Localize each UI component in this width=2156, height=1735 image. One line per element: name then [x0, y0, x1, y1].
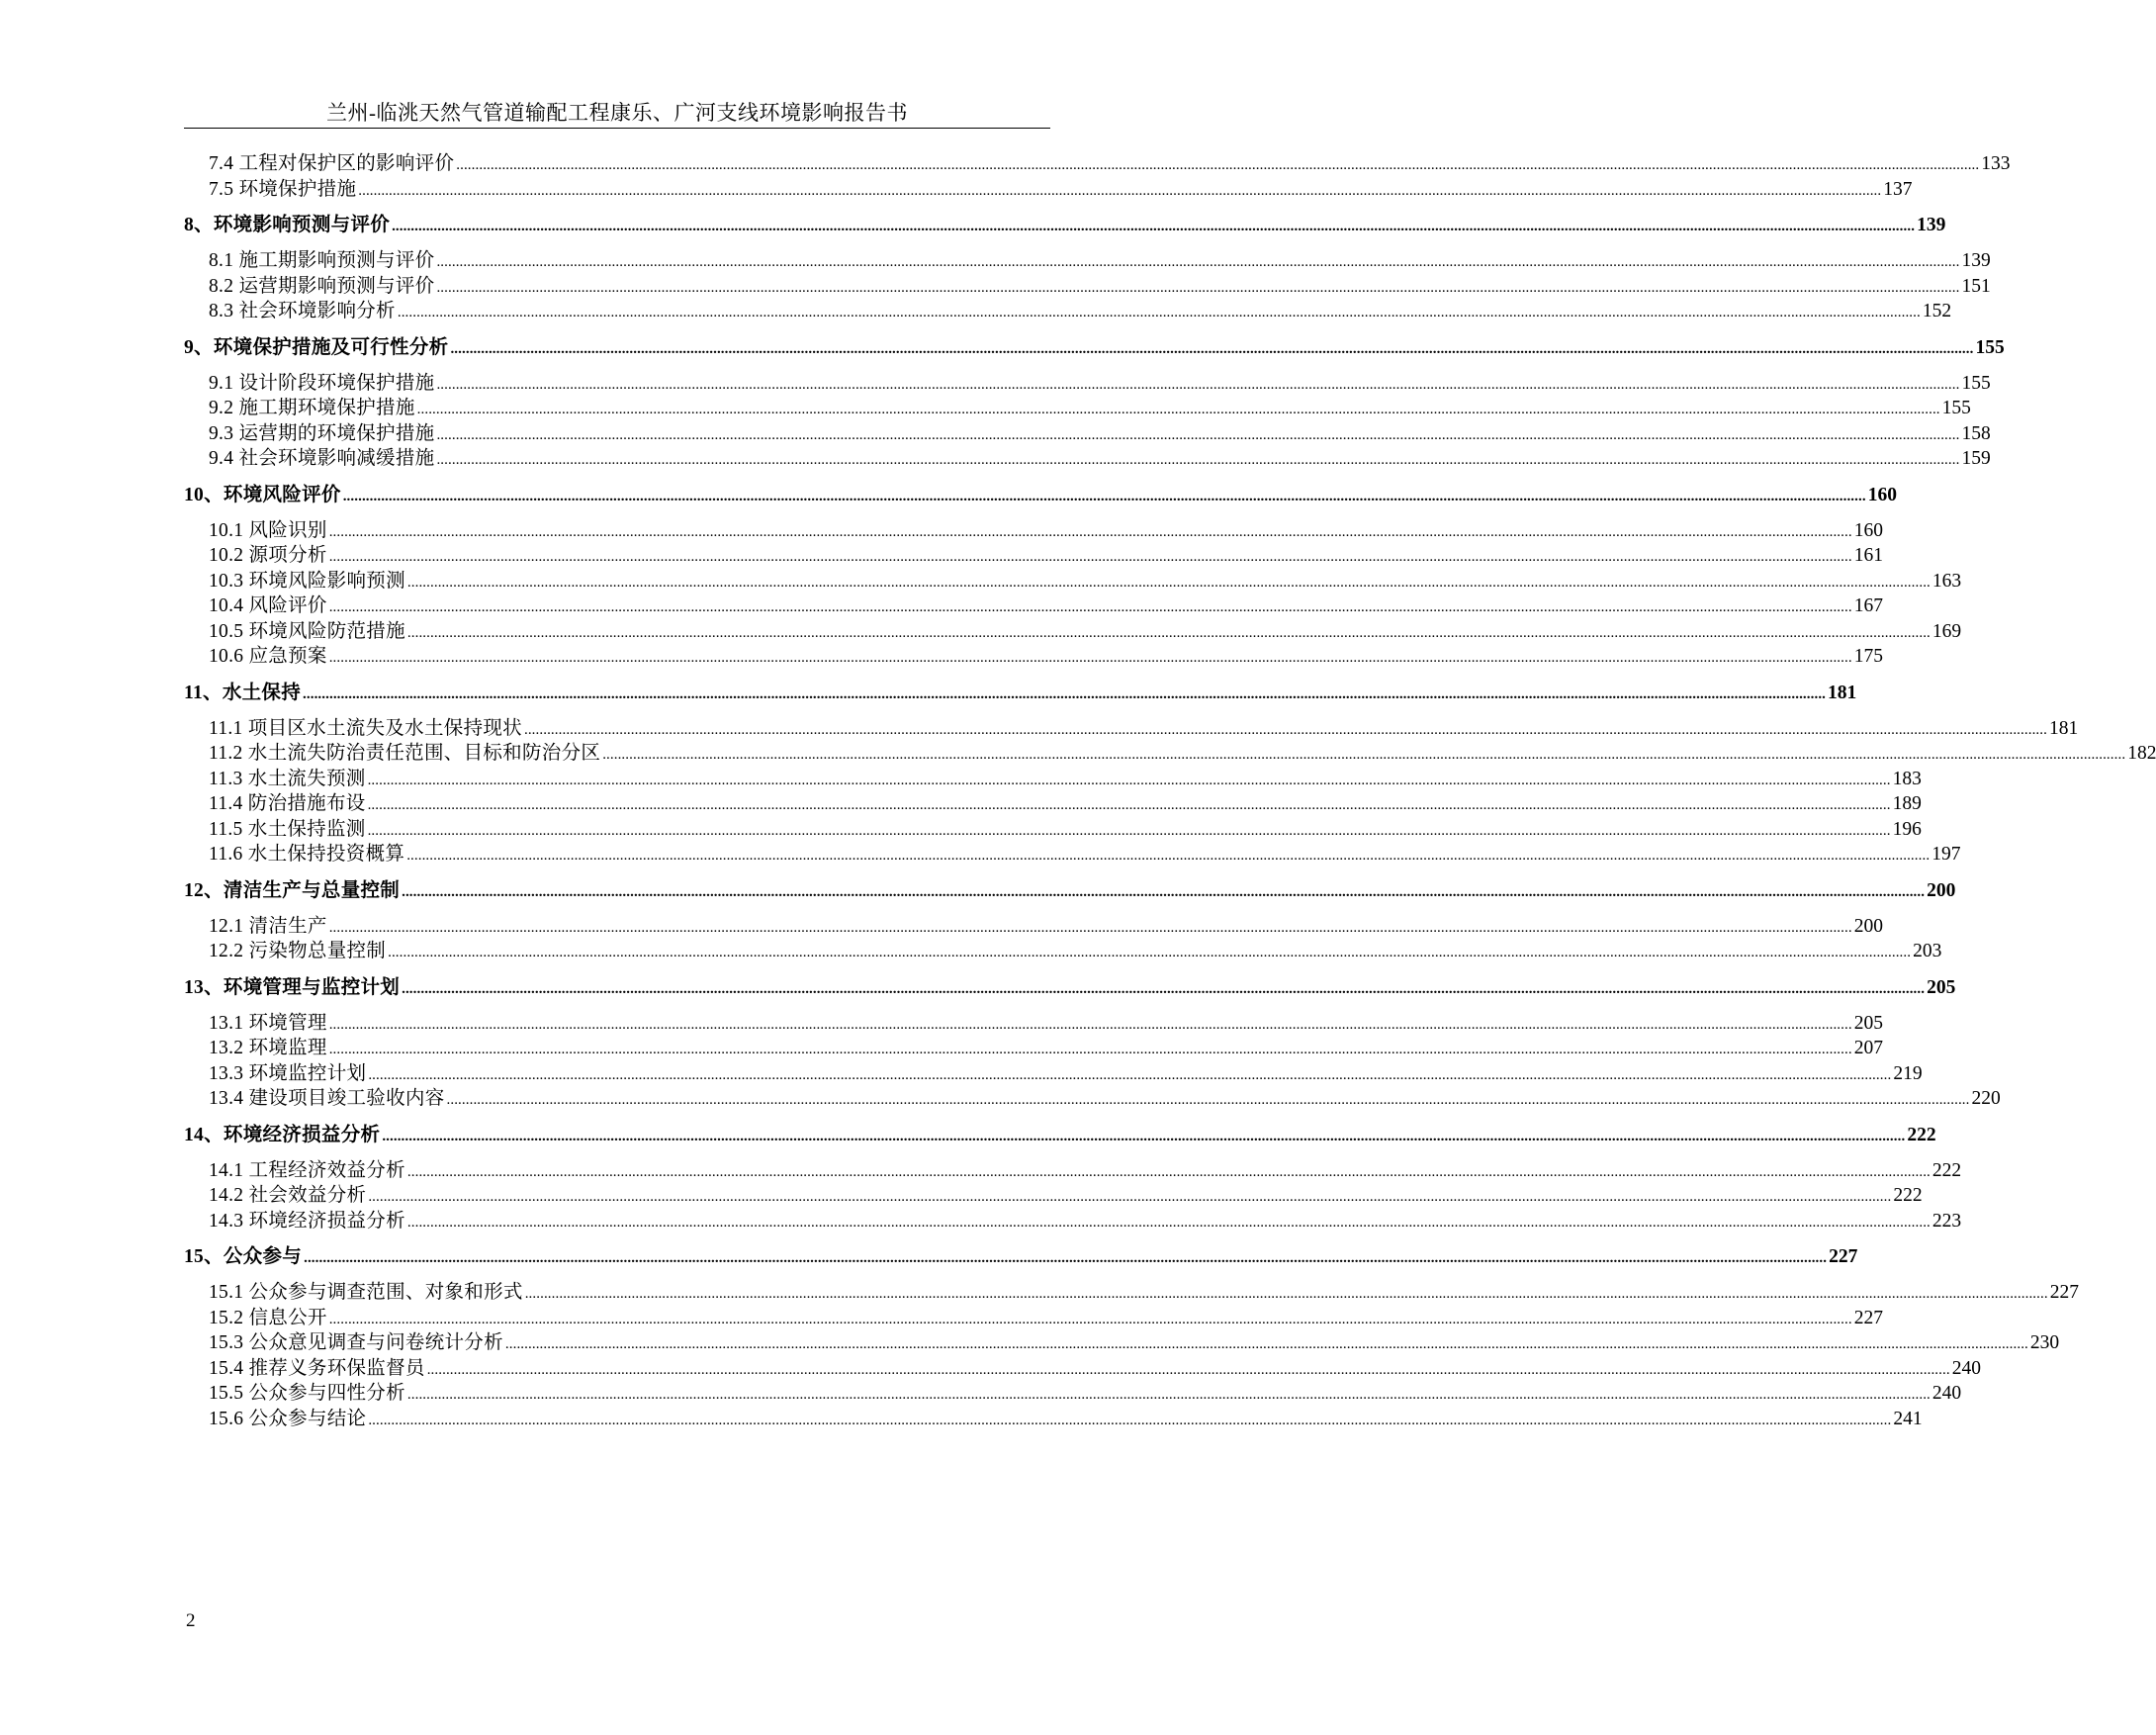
dot-leader: ................................................................................................................................................................................................................................................................................................................................................................................................................ [328, 599, 1852, 615]
toc-chapter-entry[interactable] [184, 1121, 1936, 1146]
toc-chapter-entry[interactable] [184, 481, 1897, 506]
toc-entry-title: 9.4 社会环境影响减缓措施 [209, 448, 435, 469]
dot-leader: ................................................................................................................................................................................................................................................................................................................................................................................................................ [388, 945, 1912, 960]
toc-entry-page-number: 155 [1975, 336, 2005, 358]
toc-entry-title: 10.1 风险识别 [209, 519, 327, 541]
toc-entry-page-number: 222 [1907, 1124, 1936, 1145]
dot-leader: ................................................................................................................................................................................................................................................................................................................................................................................................................ [406, 1214, 1931, 1231]
page-number: 2 [186, 1610, 196, 1631]
dot-leader: ................................................................................................................................................................................................................................................................................................................................................................................................................ [416, 402, 1940, 417]
toc-entry-title: 8.1 施工期影响预测与评价 [209, 250, 435, 271]
toc-entry-title: 13.2 环境监理 [209, 1038, 327, 1058]
toc-section-entry[interactable] [209, 937, 1942, 962]
toc-entry-title: 8.2 运营期影响预测与评价 [209, 275, 435, 297]
dot-leader: ................................................................................................................................................................................................................................................................................................................................................................................................................ [328, 549, 1852, 565]
toc-section-entry[interactable] [209, 642, 1883, 668]
dot-leader: ................................................................................................................................................................................................................................................................................................................................................................................................................ [523, 721, 2047, 738]
toc-section-entry[interactable] [209, 369, 1991, 395]
toc-entry-title: 14.1 工程经济效益分析 [209, 1159, 405, 1181]
toc-entry-title: 10、环境风险评价 [184, 484, 341, 505]
toc-entry-title: 7.4 工程对保护区的影响评价 [209, 153, 455, 174]
dot-leader: ................................................................................................................................................................................................................................................................................................................................................................................................................ [446, 1092, 1970, 1108]
toc-entry-page-number: 207 [1853, 1038, 1883, 1058]
toc-section-entry[interactable] [209, 1009, 1883, 1035]
dot-leader: ................................................................................................................................................................................................................................................................................................................................................................................................................ [328, 523, 1852, 540]
toc-section-entry[interactable] [209, 1156, 1962, 1182]
toc-entry-page-number: 183 [1892, 768, 1922, 789]
toc-section-entry[interactable] [209, 1207, 1962, 1233]
toc-chapter-entry[interactable] [184, 211, 1946, 236]
dot-leader: ................................................................................................................................................................................................................................................................................................................................................................................................................ [406, 1387, 1931, 1403]
header-rule [184, 128, 1050, 129]
dot-leader: ................................................................................................................................................................................................................................................................................................................................................................................................................ [524, 1286, 2048, 1302]
toc-entry-title: 9.2 施工期环境保护措施 [209, 398, 415, 418]
dot-leader: ................................................................................................................................................................................................................................................................................................................................................................................................................ [456, 157, 1980, 173]
dot-leader: ................................................................................................................................................................................................................................................................................................................................................................................................................ [436, 426, 1960, 443]
toc-entry-title: 13.4 建设项目竣工验收内容 [209, 1088, 445, 1109]
toc-entry-title: 9、环境保护措施及可行性分析 [184, 336, 449, 358]
toc-section-entry[interactable] [209, 912, 1883, 938]
toc-entry-page-number: 205 [1853, 1012, 1883, 1034]
toc-entry-title: 15、公众参与 [184, 1246, 303, 1267]
dot-leader: ................................................................................................................................................................................................................................................................................................................................................................................................................ [368, 1189, 1892, 1205]
toc-section-entry[interactable] [209, 394, 1971, 419]
toc-section-entry[interactable] [209, 516, 1883, 542]
toc-entry-page-number: 240 [1951, 1357, 1981, 1379]
toc-entry-title: 15.6 公众参与结论 [209, 1408, 367, 1429]
toc-entry-page-number: 163 [1931, 570, 1962, 592]
toc-section-entry[interactable] [209, 789, 1922, 815]
dot-leader: ................................................................................................................................................................................................................................................................................................................................................................................................................ [367, 822, 1891, 839]
toc-entry-page-number: 160 [1867, 484, 1897, 505]
toc-entry-page-number: 227 [1829, 1246, 1858, 1267]
toc-entry-page-number: 155 [1941, 398, 1971, 418]
toc-entry-title: 13.1 环境管理 [209, 1012, 327, 1034]
toc-entry-title: 11.1 项目区水土流失及水土保持现状 [209, 717, 522, 739]
toc-entry-title: 12.2 污染物总量控制 [209, 941, 387, 961]
toc-entry-page-number: 227 [2049, 1282, 2079, 1303]
toc-entry-title: 10.4 风险评价 [209, 595, 327, 616]
toc-entry-title: 9.1 设计阶段环境保护措施 [209, 372, 435, 394]
toc-chapter-entry[interactable] [184, 876, 1956, 902]
toc-entry-title: 15.3 公众意见调查与问卷统计分析 [209, 1332, 503, 1353]
toc-chapter-entry[interactable] [184, 679, 1857, 704]
toc-entry-page-number: 152 [1922, 301, 1952, 321]
toc-entry-page-number: 181 [2048, 717, 2079, 739]
toc-entry-title: 14、环境经济损益分析 [184, 1124, 381, 1145]
toc-entry-page-number: 200 [1927, 879, 1956, 901]
toc-entry-page-number: 223 [1931, 1210, 1962, 1232]
toc-entry-title: 10.5 环境风险防范措施 [209, 620, 405, 642]
toc-entry-page-number: 197 [1931, 844, 1961, 865]
toc-section-entry[interactable] [209, 1405, 1923, 1430]
toc-section-entry[interactable] [209, 1059, 1923, 1085]
toc-entry-title: 12、清洁生产与总量控制 [184, 879, 401, 901]
toc-section-entry[interactable] [209, 419, 1991, 445]
toc-section-entry[interactable] [209, 1181, 1923, 1207]
toc-entry-title: 12.1 清洁生产 [209, 915, 327, 937]
toc-entry-title: 11.2 水土流失防治责任范围、目标和防治分区 [209, 743, 601, 764]
dot-leader: ................................................................................................................................................................................................................................................................................................................................................................................................................ [406, 624, 1931, 641]
toc-entry-title: 7.5 环境保护措施 [209, 178, 357, 200]
dot-leader: ................................................................................................................................................................................................................................................................................................................................................................................................................ [382, 1128, 1906, 1144]
toc-entry-title: 10.2 源项分析 [209, 545, 327, 566]
toc-section-entry[interactable] [209, 1379, 1962, 1405]
dot-leader: ................................................................................................................................................................................................................................................................................................................................................................................................................ [402, 980, 1926, 997]
toc-entry-title: 13、环境管理与监控计划 [184, 976, 401, 998]
toc-section-entry[interactable] [209, 444, 1991, 470]
dot-leader: ................................................................................................................................................................................................................................................................................................................................................................................................................ [406, 1163, 1931, 1180]
toc-entry-page-number: 155 [1961, 372, 1991, 394]
dot-leader: ................................................................................................................................................................................................................................................................................................................................................................................................................ [368, 1066, 1892, 1083]
toc-entry-page-number: 161 [1853, 545, 1883, 566]
toc-section-entry[interactable] [209, 739, 2156, 765]
dot-leader: ................................................................................................................................................................................................................................................................................................................................................................................................................ [358, 182, 1882, 199]
toc-section-entry[interactable] [209, 246, 1991, 272]
dot-leader: ................................................................................................................................................................................................................................................................................................................................................................................................................ [436, 254, 1960, 270]
toc-entry-page-number: 205 [1927, 976, 1956, 998]
dot-leader: ................................................................................................................................................................................................................................................................................................................................................................................................................ [328, 1311, 1852, 1327]
toc-entry-title: 14.2 社会效益分析 [209, 1185, 367, 1206]
toc-entry-title: 8.3 社会环境影响分析 [209, 301, 396, 321]
dot-leader: ................................................................................................................................................................................................................................................................................................................................................................................................................ [450, 340, 1974, 357]
dot-leader: ................................................................................................................................................................................................................................................................................................................................................................................................................ [402, 883, 1926, 900]
dot-leader: ................................................................................................................................................................................................................................................................................................................................................................................................................ [328, 1042, 1852, 1057]
toc-entry-title: 11.3 水土流失预测 [209, 768, 366, 789]
toc-section-entry[interactable] [209, 714, 2079, 740]
dot-leader: ................................................................................................................................................................................................................................................................................................................................................................................................................ [328, 1016, 1852, 1033]
dot-leader: ................................................................................................................................................................................................................................................................................................................................................................................................................ [367, 772, 1891, 788]
toc-entry-page-number: 222 [1893, 1185, 1923, 1206]
running-header: 兰州-临洮天然气管道输配工程康乐、广河支线环境影响报告书 [326, 101, 908, 125]
dot-leader: ................................................................................................................................................................................................................................................................................................................................................................................................................ [392, 219, 1916, 234]
toc-section-entry[interactable] [209, 815, 1922, 841]
toc-entry-title: 10.6 应急预案 [209, 646, 327, 667]
toc-entry-page-number: 240 [1931, 1383, 1962, 1404]
toc-entry-page-number: 230 [2029, 1332, 2060, 1353]
dot-leader: ................................................................................................................................................................................................................................................................................................................................................................................................................ [406, 848, 1931, 864]
toc-entry-title: 15.1 公众参与调查范围、对象和形式 [209, 1282, 523, 1303]
toc-entry-page-number: 181 [1828, 682, 1857, 703]
toc-section-entry[interactable] [209, 1304, 1883, 1329]
dot-leader: ................................................................................................................................................................................................................................................................................................................................................................................................................ [303, 685, 1827, 702]
toc-entry-title: 13.3 环境监控计划 [209, 1062, 367, 1084]
dot-leader: ................................................................................................................................................................................................................................................................................................................................................................................................................ [328, 919, 1852, 936]
dot-leader: ................................................................................................................................................................................................................................................................................................................................................................................................................ [342, 488, 1866, 504]
toc-entry-page-number: 200 [1853, 915, 1883, 937]
dot-leader: ................................................................................................................................................................................................................................................................................................................................................................................................................ [436, 376, 1960, 393]
toc-entry-page-number: 227 [1853, 1307, 1883, 1328]
toc-section-entry[interactable] [209, 592, 1883, 617]
toc-entry-title: 14.3 环境经济损益分析 [209, 1210, 405, 1232]
toc-entry-title: 9.3 运营期的环境保护措施 [209, 422, 435, 444]
dot-leader: ................................................................................................................................................................................................................................................................................................................................................................................................................ [368, 1412, 1892, 1428]
toc-section-entry[interactable] [209, 541, 1883, 567]
toc-section-entry[interactable] [209, 1084, 2001, 1110]
toc-entry-page-number: 151 [1961, 275, 1991, 297]
toc-entry-page-number: 189 [1892, 793, 1922, 814]
dot-leader: ................................................................................................................................................................................................................................................................................................................................................................................................................ [367, 797, 1891, 813]
toc-entry-page-number: 220 [1971, 1088, 2001, 1109]
toc-section-entry[interactable] [209, 1278, 2079, 1304]
toc-entry-title: 8、环境影响预测与评价 [184, 215, 391, 235]
toc-entry-page-number: 219 [1893, 1062, 1923, 1084]
toc-section-entry[interactable] [209, 272, 1991, 298]
toc-entry-page-number: 139 [1917, 215, 1946, 235]
toc-entry-page-number: 160 [1853, 519, 1883, 541]
toc-section-entry[interactable] [209, 297, 1952, 322]
toc-entry-page-number: 222 [1931, 1159, 1962, 1181]
toc-entry-title: 15.5 公众参与四性分析 [209, 1383, 405, 1404]
dot-leader: ................................................................................................................................................................................................................................................................................................................................................................................................................ [328, 650, 1852, 666]
dot-leader: ................................................................................................................................................................................................................................................................................................................................................................................................................ [397, 305, 1921, 320]
dot-leader: ................................................................................................................................................................................................................................................................................................................................................................................................................ [304, 1250, 1828, 1266]
toc-entry-page-number: 167 [1853, 595, 1883, 616]
toc-section-entry[interactable] [209, 765, 1922, 790]
toc-entry-title: 15.2 信息公开 [209, 1307, 327, 1328]
toc-entry-title: 11.5 水土保持监测 [209, 818, 366, 840]
toc-section-entry[interactable] [209, 567, 1962, 593]
toc-section-entry[interactable] [209, 149, 2011, 175]
toc-entry-page-number: 158 [1961, 422, 1991, 444]
dot-leader: ................................................................................................................................................................................................................................................................................................................................................................................................................ [436, 452, 1960, 468]
toc-entry-title: 15.4 推荐义务环保监督员 [209, 1357, 425, 1379]
toc-entry-title: 11.4 防治措施布设 [209, 793, 366, 814]
toc-section-entry[interactable] [209, 1354, 1981, 1380]
toc-section-entry[interactable] [209, 617, 1962, 643]
toc-section-entry[interactable] [209, 840, 1961, 866]
toc-chapter-entry[interactable] [184, 1242, 1858, 1268]
toc-entry-page-number: 241 [1893, 1408, 1923, 1429]
dot-leader: ................................................................................................................................................................................................................................................................................................................................................................................................................ [426, 1361, 1950, 1378]
toc-entry-page-number: 133 [1981, 153, 2011, 174]
toc-section-entry[interactable] [209, 175, 1913, 201]
dot-leader: ................................................................................................................................................................................................................................................................................................................................................................................................................ [504, 1336, 2028, 1352]
toc-entry-title: 11、水土保持 [184, 682, 302, 703]
toc-chapter-entry[interactable] [184, 973, 1956, 999]
toc-entry-page-number: 182 [2127, 743, 2156, 764]
dot-leader: ................................................................................................................................................................................................................................................................................................................................................................................................................ [406, 574, 1931, 591]
toc-entry-page-number: 159 [1961, 448, 1991, 469]
toc-entry-page-number: 203 [1913, 941, 1942, 961]
toc-entry-page-number: 169 [1931, 620, 1962, 642]
toc-entry-page-number: 139 [1961, 250, 1991, 271]
toc-entry-page-number: 175 [1853, 646, 1883, 667]
dot-leader: ................................................................................................................................................................................................................................................................................................................................................................................................................ [602, 747, 2126, 763]
toc-entry-page-number: 137 [1883, 178, 1913, 200]
toc-chapter-entry[interactable] [184, 333, 2005, 359]
toc-entry-title: 11.6 水土保持投资概算 [209, 844, 405, 865]
toc-entry-page-number: 196 [1892, 818, 1922, 840]
dot-leader: ................................................................................................................................................................................................................................................................................................................................................................................................................ [436, 279, 1960, 296]
toc-section-entry[interactable] [209, 1328, 2060, 1354]
toc-entry-title: 10.3 环境风险影响预测 [209, 570, 405, 592]
toc-section-entry[interactable] [209, 1034, 1883, 1059]
